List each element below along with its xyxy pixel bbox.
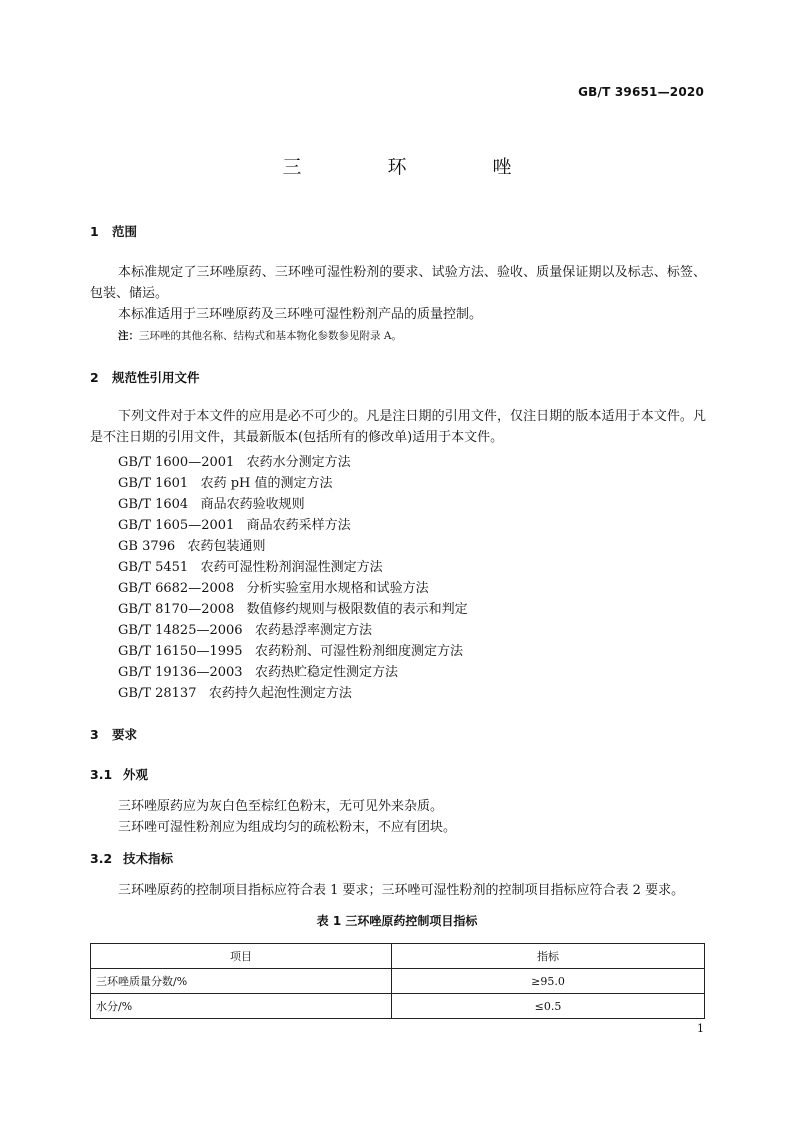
reference-item: GB/T 8170—2008 数值修约规则与极限数值的表示和判定	[118, 602, 468, 617]
section-number: 3	[90, 727, 99, 742]
reference-item: GB/T 14825—2006 农药悬浮率测定方法	[118, 623, 372, 638]
section-2-heading	[90, 368, 200, 386]
note-text: 三环唑的其他名称、结构式和基本物化参数参见附录 A。	[139, 330, 402, 342]
section-number: 3.1	[90, 767, 113, 782]
reference-item: GB/T 1601 农药 pH 值的测定方法	[118, 476, 333, 491]
standard-code: GB/T 39651—2020	[578, 85, 704, 99]
table-1	[90, 943, 705, 1019]
section-title: 范围	[112, 224, 138, 239]
note-label: 注：	[118, 330, 139, 342]
section-number: 2	[90, 370, 99, 385]
page-number: 1	[697, 1022, 704, 1035]
document-title: 三 环 唑	[282, 156, 552, 178]
reference-item: GB/T 6682—2008 分析实验室用水规格和试验方法	[118, 581, 429, 596]
table-cell-item: 水分/%	[91, 994, 392, 1019]
technical-spec-line: 三环唑原药的控制项目指标应符合表 1 要求；三环唑可湿性粉剂的控制项目指标应符合表 2 要求。	[118, 883, 685, 898]
table-row	[91, 994, 705, 1019]
section-3-2-heading	[90, 849, 173, 867]
section-number: 1	[90, 224, 99, 239]
section-1-note	[118, 328, 402, 343]
section-3-heading	[90, 725, 137, 743]
section-1-paragraph-2: 本标准适用于三环唑原药及三环唑可湿性粉剂产品的质量控制。	[118, 307, 483, 322]
section-1-heading	[90, 222, 137, 240]
appearance-line-1: 三环唑原药应为灰白色至棕红色粉末，无可见外来杂质。	[118, 799, 444, 814]
table-header-item: 项目	[91, 944, 392, 969]
section-1-paragraph-1: 本标准规定了三环唑原药、三环唑可湿性粉剂的要求、试验方法、验收、质量保证期以及标志、标签、包装、储运。	[90, 265, 706, 301]
appearance-line-2: 三环唑可湿性粉剂应为组成均匀的疏松粉末，不应有团块。	[118, 820, 457, 835]
section-title: 技术指标	[123, 851, 174, 866]
table-1-caption: 表 1 三环唑原药控制项目指标	[316, 914, 478, 928]
section-title: 要求	[112, 727, 138, 742]
table-cell-spec: ≤0.5	[392, 994, 705, 1019]
table-cell-spec: ≥95.0	[392, 969, 705, 994]
reference-item: GB 3796 农药包装通则	[118, 539, 266, 554]
reference-item: GB/T 19136—2003 农药热贮稳定性测定方法	[118, 665, 398, 680]
section-2-intro: 下列文件对于本文件的应用是必不可少的。凡是注日期的引用文件，仅注日期的版本适用于本文件。凡是不注日期的引用文件，其最新版本(包括所有的修改单)适用于本文件。	[90, 409, 706, 445]
table-header-spec: 指标	[392, 944, 705, 969]
section-title: 规范性引用文件	[112, 370, 200, 385]
table-row	[91, 969, 705, 994]
section-number: 3.2	[90, 851, 113, 866]
reference-item: GB/T 5451 农药可湿性粉剂润湿性测定方法	[118, 560, 383, 575]
reference-item: GB/T 28137 农药持久起泡性测定方法	[118, 686, 352, 701]
table-cell-item: 三环唑质量分数/%	[91, 969, 392, 994]
section-title: 外观	[123, 767, 149, 782]
table-header-row	[91, 944, 705, 969]
section-3-1-heading	[90, 765, 148, 783]
reference-item: GB/T 1604 商品农药验收规则	[118, 497, 305, 512]
reference-item: GB/T 1605—2001 商品农药采样方法	[118, 518, 351, 533]
reference-item: GB/T 1600—2001 农药水分测定方法	[118, 455, 351, 470]
reference-item: GB/T 16150—1995 农药粉剂、可湿性粉剂细度测定方法	[118, 644, 463, 659]
